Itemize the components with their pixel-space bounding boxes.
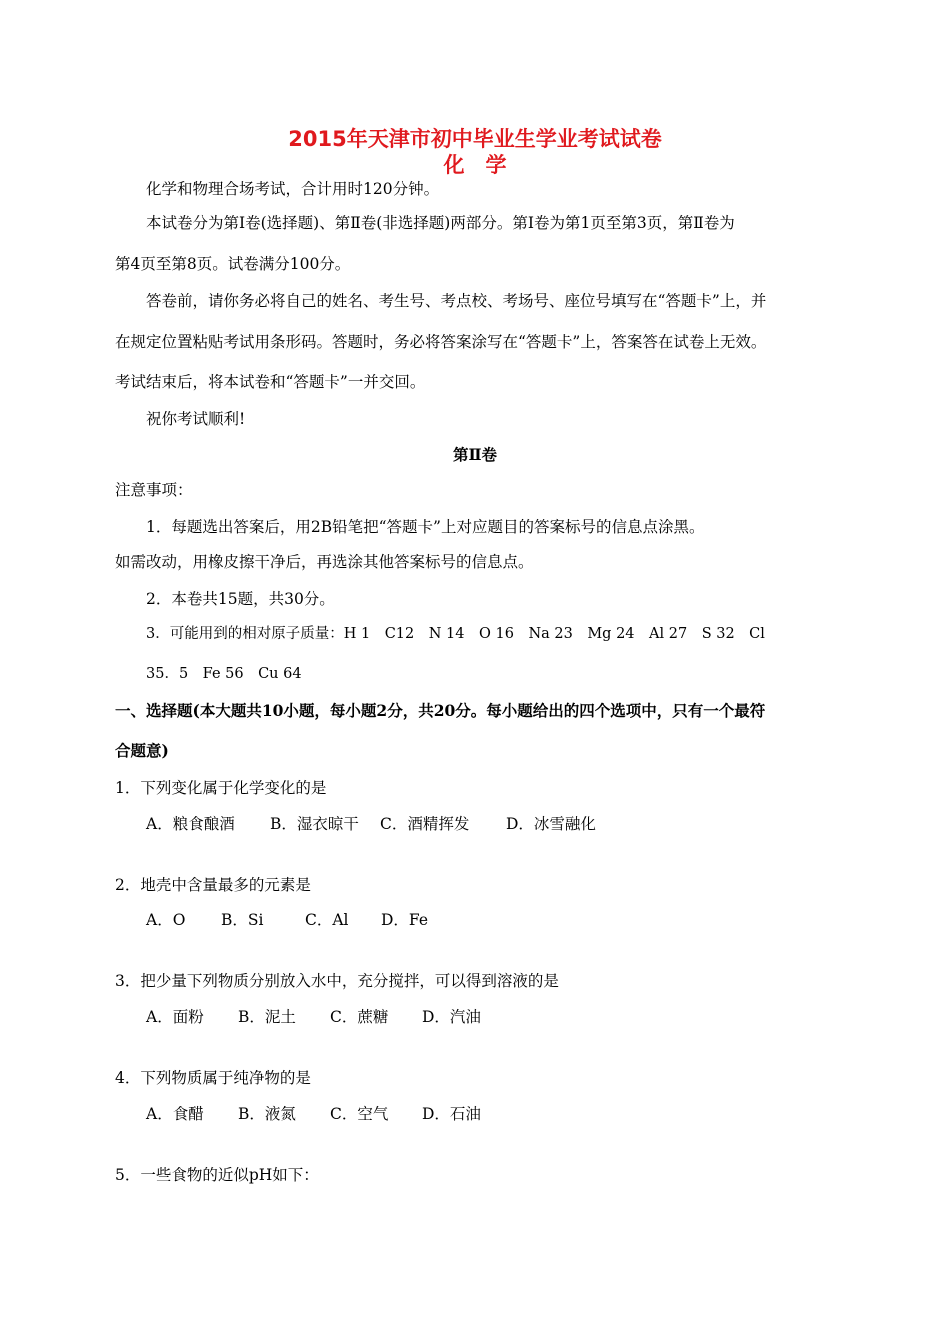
- intro-line-3a: 答卷前，请你务必将自己的姓名、考生号、考点校、考场号、座位号填写在“答题卡”上，并: [146, 292, 767, 310]
- exam-title: 2015年天津市初中毕业生学业考试试卷: [288, 127, 662, 151]
- option: C．酒精挥发: [380, 815, 470, 833]
- part1-heading-b: 合题意): [115, 741, 169, 760]
- intro-line-3b: 在规定位置粘贴考试用条形码。答题时，务必将答案涂写在“答题卡”上，答案答在试卷上无效。: [115, 333, 767, 351]
- option: D．石油: [422, 1105, 481, 1123]
- question-options: [146, 909, 428, 931]
- note-2: 2．本卷共15题，共30分。: [146, 590, 335, 608]
- intro-line-3c: 考试结束后，将本试卷和“答题卡”一并交回。: [115, 373, 426, 391]
- intro-line-2a: 本试卷分为第Ⅰ卷(选择题)、第Ⅱ卷(非选择题)两部分。第Ⅰ卷为第1页至第3页，第Ⅱ卷为: [146, 214, 735, 232]
- question-options: [146, 813, 596, 835]
- option: C．Al: [305, 911, 349, 929]
- option: B．Si: [221, 911, 264, 929]
- question-stem: 4．下列物质属于纯净物的是: [115, 1069, 311, 1087]
- question-stem: 2．地壳中含量最多的元素是: [115, 876, 311, 894]
- question-stem: 1．下列变化属于化学变化的是: [115, 779, 327, 797]
- option: C．空气: [330, 1105, 389, 1123]
- question-options: [146, 1006, 481, 1028]
- note-3a: 3．可能用到的相对原子质量：H 1 C12 N 14 O 16 Na 23 Mg 24 Al 27 S 32 Cl: [146, 626, 765, 642]
- question-options: [146, 1103, 481, 1125]
- intro-line-4: 祝你考试顺利!: [146, 410, 246, 428]
- question-stem: 3．把少量下列物质分别放入水中，充分搅拌，可以得到溶液的是: [115, 972, 559, 990]
- part1-heading-a: 一、选择题(本大题共10小题，每小题2分，共20分。每小题给出的四个选项中，只有一个最符: [115, 701, 766, 720]
- question-stem: 5．一些食物的近似pH如下：: [115, 1166, 319, 1184]
- note-3b: 35．5 Fe 56 Cu 64: [146, 666, 302, 682]
- note-1b: 如需改动，用橡皮擦干净后，再选涂其他答案标号的信息点。: [115, 553, 534, 571]
- option: A．粮食酿酒: [146, 815, 235, 833]
- option: B．液氮: [238, 1105, 296, 1123]
- option: B．泥土: [238, 1008, 296, 1026]
- option: B．湿衣晾干: [270, 815, 359, 833]
- option: A．食醋: [146, 1105, 204, 1123]
- option: C．蔗糖: [330, 1008, 389, 1026]
- section-heading: 第Ⅱ卷: [452, 445, 498, 464]
- intro-line-1: 化学和物理合场考试，合计用时120分钟。: [146, 180, 440, 198]
- notes-title: 注意事项：: [115, 481, 193, 499]
- option: A．O: [146, 911, 186, 929]
- option: A．面粉: [146, 1008, 204, 1026]
- subject-title: 化 学: [443, 153, 507, 177]
- note-1a: 1．每题选出答案后，用2B铅笔把“答题卡”上对应题目的答案标号的信息点涂黑。: [146, 518, 705, 536]
- option: D．Fe: [381, 911, 429, 929]
- option: D．汽油: [422, 1008, 481, 1026]
- option: D．冰雪融化: [506, 815, 596, 833]
- intro-line-2b: 第4页至第8页。试卷满分100分。: [115, 255, 351, 273]
